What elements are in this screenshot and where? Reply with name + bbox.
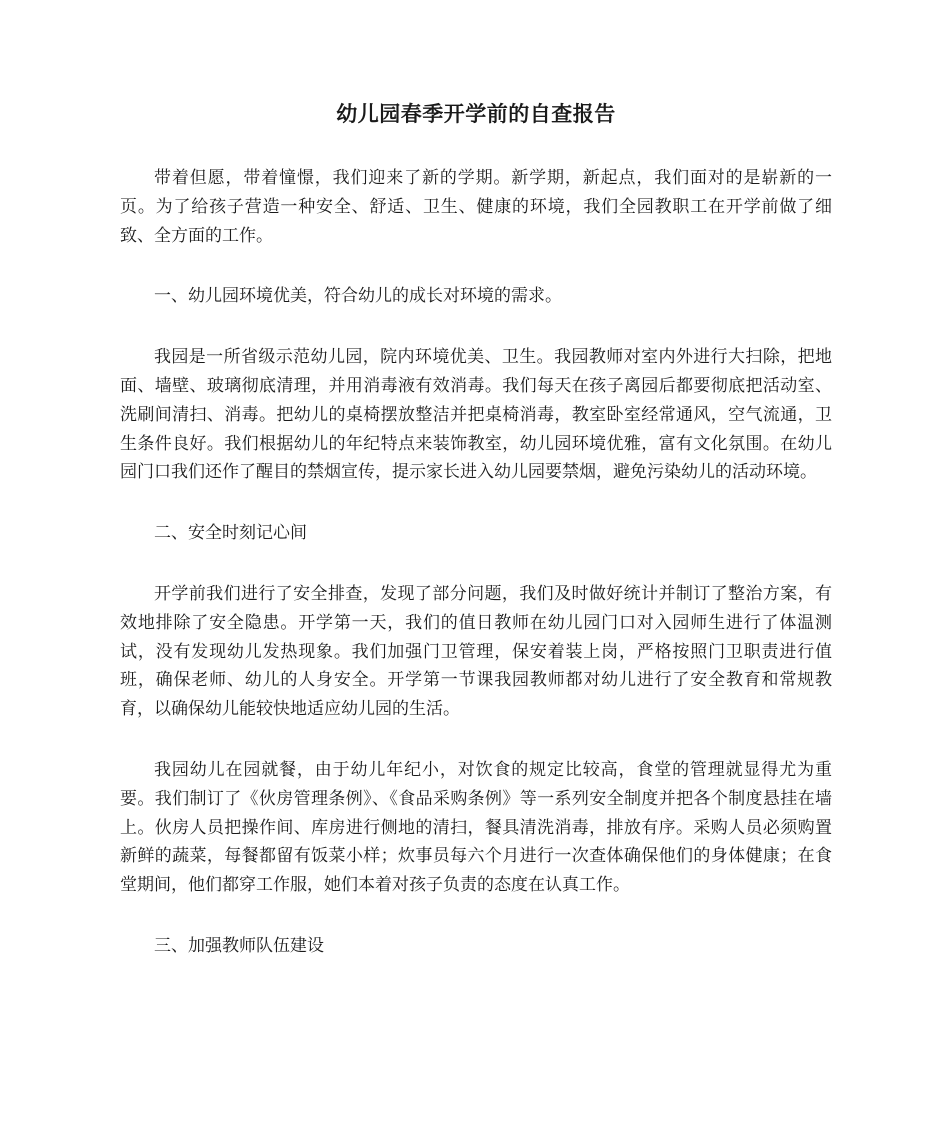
document-page — [120, 96, 832, 993]
intro-paragraph: 带着但愿，带着憧憬，我们迎来了新的学期。新学期，新起点，我们面对的是崭新的一页。为了给孩子营造一种安全、舒适、卫生、健康的环境，我们全园教职工在开学前做了细致、全方面的工作。 — [120, 168, 832, 246]
safety-paragraph: 开学前我们进行了安全排查，发现了部分问题，我们及时做好统计并制订了整治方案，有效地排除了安全隐患。开学第一天，我们的值日教师在幼儿园门口对入园师生进行了体温测试，没有发现幼儿发热现象。我们加强门卫管理，保安着装上岗，严格按照门卫职责进行值班，确保老师、幼儿的人身安全。开学第一节课我园教师都对幼儿进行了安全教育和常规教育，以确保幼儿能较快地适应幼儿园的生活。 — [120, 583, 832, 720]
section-heading-1: 一、幼儿园环境优美，符合幼儿的成长对环境的需求。 — [154, 286, 562, 307]
section-heading-2: 二、安全时刻记心间 — [154, 523, 307, 544]
document-title: 幼儿园春季开学前的自查报告 — [336, 102, 616, 126]
environment-paragraph: 我园是一所省级示范幼儿园，院内环境优美、卫生。我园教师对室内外进行大扫除，把地面、墙壁、玻璃彻底清理，并用消毒液有效消毒。我们每天在孩子离园后都要彻底把活动室、洗刷间清扫、消毒。把幼儿的桌椅摆放整洁并把桌椅消毒，教室卧室经常通风，空气流通，卫生条件良好。我们根据幼儿的年纪特点来装饰教室，幼儿园环境优雅，富有文化氛围。在幼儿园门口我们还作了醒目的禁烟宣传，提示家长进入幼儿园要禁烟，避免污染幼儿的活动环境。 — [120, 347, 832, 483]
section-heading-3: 三、加强教师队伍建设 — [154, 935, 324, 956]
canteen-paragraph: 我园幼儿在园就餐，由于幼儿年纪小，对饮食的规定比较高，食堂的管理就显得尤为重要。我们制订了《伙房管理条例》、《食品采购条例》等一系列安全制度并把各个制度悬挂在墙上。伙房人员把操作间、库房进行侧地的清扫，餐具清洗消毒，排放有序。采购人员必须购置新鲜的蔬菜，每餐都留有饭菜小样；炊事员每六个月进行一次查体确保他们的身体健康；在食堂期间，他们都穿工作服，她们本着对孩子负责的态度在认真工作。 — [120, 759, 832, 896]
